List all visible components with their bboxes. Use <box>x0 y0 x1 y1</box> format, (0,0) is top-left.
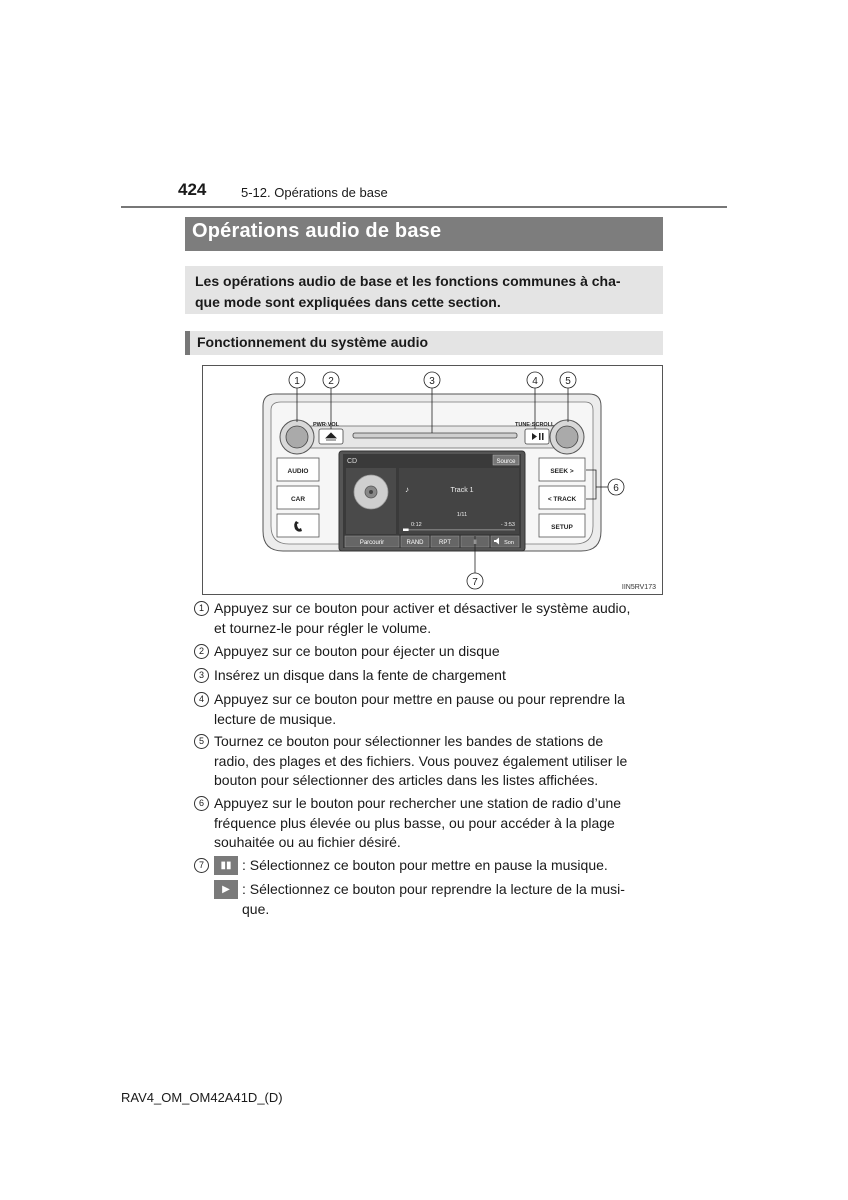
pause-icon: ▮▮ <box>214 856 238 875</box>
callout-7: 7 <box>472 577 478 588</box>
list-item <box>194 642 660 662</box>
track-button-label: < TRACK <box>547 496 577 503</box>
disc-slot <box>353 433 517 438</box>
item-5-line-3: bouton pour sélectionner des articles dans les listes affichées. <box>214 772 599 788</box>
car-button-label: CAR <box>290 496 306 503</box>
item-number-5: 5 <box>194 734 209 749</box>
item-7-play-line-2: que. <box>242 900 270 917</box>
figure-code: IIN5RV173 <box>621 584 656 591</box>
pause-screen-button-label: II <box>473 540 477 546</box>
screen-source-button-label: Source <box>496 459 516 465</box>
rpt-screen-button-label: RPT <box>439 540 451 546</box>
list-item <box>194 690 660 729</box>
item-5-line-1: Tournez ce bouton pour sélectionner les bandes de stations de <box>214 733 604 749</box>
item-number-6: 6 <box>194 796 209 811</box>
page-title: Opérations audio de base <box>185 217 663 251</box>
item-1-line-1: Appuyez sur ce bouton pour activer et désactiver le système audio, <box>214 600 631 616</box>
callout-1: 1 <box>294 376 300 387</box>
tune-scroll-label: TUNE·SCROLL <box>515 422 555 428</box>
sound-screen-button-label: Son <box>504 540 514 546</box>
intro-box <box>185 266 663 314</box>
intro-line-1: Les opérations audio de base et les fonctions communes à cha- <box>195 273 621 289</box>
item-1-line-2: et tournez-le pour régler le volume. <box>214 619 432 636</box>
intro-line-2: que mode sont expliquées dans cette section. <box>195 294 501 310</box>
item-number-2: 2 <box>194 644 209 659</box>
header-rule <box>121 206 727 208</box>
seek-button-label: SEEK > <box>550 468 574 475</box>
callout-2: 2 <box>328 376 334 387</box>
item-4-line-2: lecture de musique. <box>214 710 337 727</box>
item-2-line-1: Appuyez sur ce bouton pour éjecter un disque <box>214 643 500 659</box>
item-6-line-3: souhaitée ou au fichier désiré. <box>214 834 401 850</box>
item-7-play-line-1: : Sélectionnez ce bouton pour reprendre la lecture de la musi- <box>242 881 625 897</box>
screen-track-index: 1/11 <box>456 512 468 518</box>
setup-button-label: SETUP <box>551 524 573 531</box>
item-4-line-1: Appuyez sur ce bouton pour mettre en pause ou pour reprendre la <box>214 691 625 707</box>
screen-track-name: Track 1 <box>450 487 474 494</box>
item-number-3: 3 <box>194 668 209 683</box>
item-number-1: 1 <box>194 601 209 616</box>
screen-source-title: CD <box>347 458 358 465</box>
phone-button <box>277 514 319 537</box>
list-item <box>194 599 660 638</box>
progress-track <box>403 529 515 531</box>
rand-screen-button-label: RAND <box>406 540 424 546</box>
subsection-heading: Fonctionnement du système audio <box>185 331 663 355</box>
callout-6: 6 <box>613 483 619 494</box>
screen-total-time: - 3:53 <box>500 522 515 528</box>
list-item <box>194 666 660 686</box>
pwr-vol-knob-center <box>286 426 308 448</box>
play-icon: ▶ <box>214 880 238 899</box>
audio-unit-illustration <box>203 366 664 596</box>
item-7-pause-text: : Sélectionnez ce bouton pour mettre en pause la musique. <box>242 857 608 873</box>
callout-3: 3 <box>429 376 435 387</box>
play-sub-item <box>214 880 660 919</box>
list-item <box>194 732 660 791</box>
screen-elapsed-time: 0:12 <box>411 522 422 528</box>
item-6-line-2: fréquence plus élevée ou plus basse, ou pour accéder à la plage <box>214 814 615 831</box>
pause-sub-item <box>214 856 660 876</box>
callout-4: 4 <box>532 376 538 387</box>
item-number-4: 4 <box>194 692 209 707</box>
item-6-line-1: Appuyez sur le bouton pour rechercher une station de radio d’une <box>214 795 622 811</box>
section-reference: 5-12. Opérations de base <box>241 185 388 200</box>
item-3-line-1: Insérez un disque dans la fente de chargement <box>214 667 506 683</box>
audio-button-label: AUDIO <box>287 468 309 475</box>
music-note-icon: ♪ <box>405 485 409 494</box>
item-number-7: 7 <box>194 858 209 873</box>
callout-5: 5 <box>565 376 571 387</box>
progress-fill <box>403 529 409 532</box>
pwr-vol-label: PWR·VOL <box>313 422 339 428</box>
browse-screen-button-label: Parcourir <box>359 540 385 546</box>
tune-scroll-knob-center <box>556 426 578 448</box>
item-5-line-2: radio, des plages et des fichiers. Vous pouvez également utiliser le <box>214 752 628 769</box>
list-item <box>194 794 660 853</box>
audio-unit-figure <box>202 365 663 595</box>
footer-code: RAV4_OM_OM42A41D_(D) <box>121 1090 283 1105</box>
page-number: 424 <box>178 180 207 199</box>
